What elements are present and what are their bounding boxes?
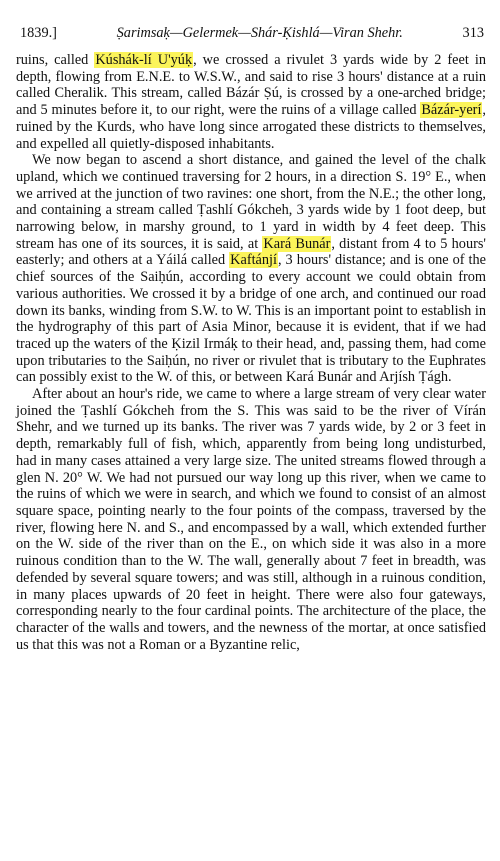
highlighted-place-name: Kará Bunár	[263, 235, 331, 252]
paragraph	[16, 386, 486, 653]
header-year: 1839.]	[20, 25, 57, 41]
page-number: 313	[462, 25, 484, 41]
text-run: , 3 hours' distance; and is one of the chief sources of the Saiḥún, according to every account we could obtain from various authorities. We crossed it by a bridge of one arch, and continued our road down its banks, winding from S.W. to W. This is an important point to establish in the hydrography of this part of Asia Minor, because it is evident, that if we had traced up the waters of the Ḳizil Irmáḳ to their head, and, passing them, had come upon tributaries to the Saiḥún, no river or rivulet that is tributary to the Euphrates can possibly exist to the W. of this, or between Kará Bunár and Arjísh Ṭágh.	[16, 252, 486, 386]
header-title: Ṣarimsaḳ—Gelermek—Shár-Ḳishlá—Viran Shehr.	[116, 25, 403, 41]
text-run: , we crossed a rivulet 3 yards wide by 2 feet in depth, flowing from E.N.E. to W.S.W., and said to rise 3 hours' distance at a ruin called Cheralik. This stream, called Bázár Ṣú, is crossed by a one-arched bridge; and 5 minutes before it, to our right, were the ruins of a village called	[16, 52, 486, 119]
body-text	[16, 52, 486, 653]
highlighted-place-name: Kaftánjí	[230, 252, 277, 269]
running-header	[16, 24, 486, 42]
text-run: We now began to ascend a short distance, and gained the level of the chalk upland, which we continued traversing for 2 hours, in a direction S. 19° E., when we arrived at the junction of two ravines: one short, from the N.E.; the other long, and containing a stream called Ṭashlí Gókcheh, 3 yards wide by 1 foot deep, but narrowing below, in marshy ground, to 1 yard in width by 4 feet deep. This stream has one of its sources, it is said, at	[16, 152, 486, 252]
text-run: After about an hour's ride, we came to where a large stream of very clear water joined the Ṭashlí Gókcheh from the S. This was said to be the river of Vírán Shehr, and we turned up its banks. The river was 7 yards wide, by 2 or 3 feet in depth, remarkably full of fish, which, apparently from being long undisturbed, had in many cases attained a very large size. The united streams flowed through a glen N. 20° W. We had not pursued our way long up this river, when we came to the ruins of which we were in search, and which we found to consist of an almost square space, pointing nearly to the four points of the compass, traversed by the river, flowing here N. and S., and encompassed by a wall, which extended further on the W. side of the river than on the E., on which side it was also in a more ruinous condition than to the W. The wall, generally about 7 feet in breadth, was defended by several square towers; and was still, although in a ruinous condition, in many places upwards of 20 feet in height. There were also four gateways, corresponding nearly to the four cardinal points. The architecture of the place, the character of the walls and towers, and the newness of the mortar, at once satisfied us that this was not a Roman or a Byzantine relic,	[16, 386, 486, 653]
highlighted-place-name: Bázár-yerí	[421, 102, 482, 119]
text-run: , ruined by the Kurds, who have long since arrogated these districts to themselves, and expelled all quietly-disposed inhabitants.	[16, 102, 486, 152]
text-run: ruins, called	[16, 52, 95, 68]
highlighted-place-name: Kúshák-lí U'yúḳ	[95, 52, 193, 68]
text-run: , distant from 4 to 5 hours' easterly; and others at a Yáilá called	[16, 235, 486, 269]
paragraph	[16, 52, 486, 152]
paragraph	[16, 152, 486, 386]
